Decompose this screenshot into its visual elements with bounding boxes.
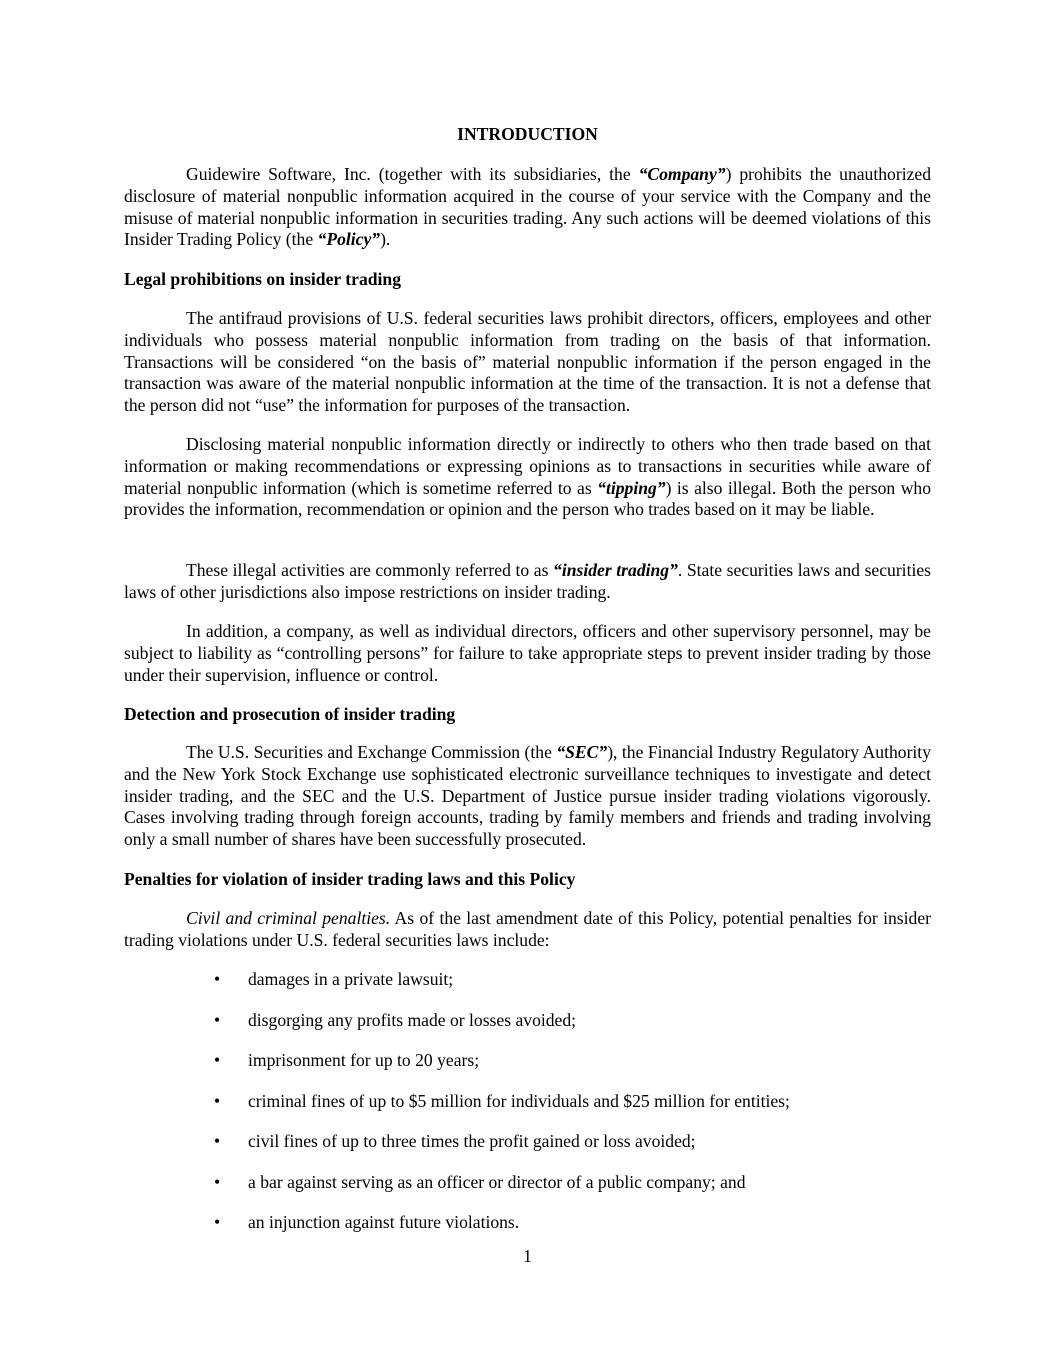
- penalties-subheading: Civil and criminal penalties.: [186, 908, 391, 928]
- document-title: INTRODUCTION: [457, 124, 598, 144]
- penalties-text: As of the last amendment date of this Policy, potential penalties for insider trading violations under U.S. federal securities laws include:: [124, 908, 931, 950]
- defined-term-sec: “SEC”: [556, 742, 608, 762]
- bullet-icon: •: [214, 1050, 221, 1070]
- intro-paragraph: [124, 164, 931, 251]
- detection-text-1: The U.S. Securities and Exchange Commission (the: [186, 742, 557, 762]
- intro-text-1: Guidewire Software, Inc. (together with its subsidiaries, the: [186, 164, 639, 184]
- defined-term-insider-trading: “insider trading”: [553, 560, 678, 580]
- bullet-icon: •: [214, 1131, 221, 1151]
- intro-text-2: ) prohibits the unauthorized disclosure of material nonpublic information acquired in the course of your service with the Company and the misuse of material nonpublic information in securities trading. Any such actions will be deemed violations of this Insider Trading Policy (the: [124, 164, 931, 250]
- bullet-icon: •: [214, 969, 221, 989]
- list-item-text: damages in a private lawsuit;: [248, 969, 454, 989]
- bullet-icon: •: [214, 1172, 221, 1192]
- insider-trading-text-1: These illegal activities are commonly referred to as: [186, 560, 554, 580]
- section-heading-penalties: Penalties for violation of insider trading laws and this Policy: [124, 869, 576, 889]
- insider-trading-text-2: . State securities laws and securities laws of other jurisdictions also impose restrictions on insider trading.: [124, 560, 932, 602]
- list-item-text: a bar against serving as an officer or director of a public company; and: [248, 1172, 746, 1192]
- bullet-icon: •: [214, 1212, 221, 1232]
- tipping-text-1: Disclosing material nonpublic information directly or indirectly to others who then trade based on that information or making recommendations or expressing opinions as to transactions in securities while aware of material nonpublic information (which is sometime referred to as: [124, 434, 931, 498]
- defined-term-company: “Company”: [638, 164, 726, 184]
- bullet-icon: •: [214, 1091, 221, 1111]
- list-item-text: criminal fines of up to $5 million for individuals and $25 million for entities;: [248, 1091, 790, 1111]
- intro-text-3: ).: [380, 229, 391, 250]
- detection-paragraph: [124, 742, 931, 851]
- list-item-text: an injunction against future violations.: [248, 1212, 520, 1232]
- tipping-text-2: ) is also illegal. Both the person who provides the information, recommendation or opinion and the person who trades based on it may be liable.: [124, 477, 931, 520]
- section-heading-legal-prohibitions: Legal prohibitions on insider trading: [124, 269, 402, 289]
- controlling-persons-paragraph: In addition, a company, as well as individual directors, officers and other supervisory personnel, may be subject to liability as “controlling persons” for failure to take appropriate steps to prevent insider trading by those under their supervision, influence or control.: [124, 621, 931, 685]
- list-item-text: disgorging any profits made or losses avoided;: [248, 1010, 577, 1030]
- legal-prohibitions-paragraph-1: The antifraud provisions of U.S. federal securities laws prohibit directors, officers, employees and other individuals who possess material nonpublic information from trading on the basis of that information. Transactions will be considered “on the basis of” material nonpublic information if the person engaged in the transaction was aware of the material nonpublic information at the time of the transaction. It is not a defense that the person did not “use” the information for purposes of the transaction.: [124, 308, 931, 416]
- list-item-text: civil fines of up to three times the profit gained or loss avoided;: [248, 1131, 696, 1151]
- detection-text-2: ), the Financial Industry Regulatory Authority and the New York Stock Exchange use sophisticated electronic surveillance techniques to investigate and detect insider trading, and the SEC and the U.S. Department of Justice pursue insider trading violations vigorously. Cases involving trading through foreign accounts, trading by family members and friends and trading involving only a small number of shares have been successfully prosecuted.: [124, 742, 931, 850]
- insider-trading-paragraph: [124, 560, 931, 604]
- tipping-paragraph: [124, 434, 931, 521]
- defined-term-policy: “Policy”: [317, 229, 381, 250]
- list-item-text: imprisonment for up to 20 years;: [248, 1050, 480, 1070]
- bullet-icon: •: [214, 1010, 221, 1030]
- defined-term-tipping: “tipping”: [597, 477, 666, 498]
- penalties-paragraph: [124, 908, 931, 952]
- section-heading-detection: Detection and prosecution of insider trading: [124, 704, 456, 724]
- page-number: 1: [523, 1246, 532, 1266]
